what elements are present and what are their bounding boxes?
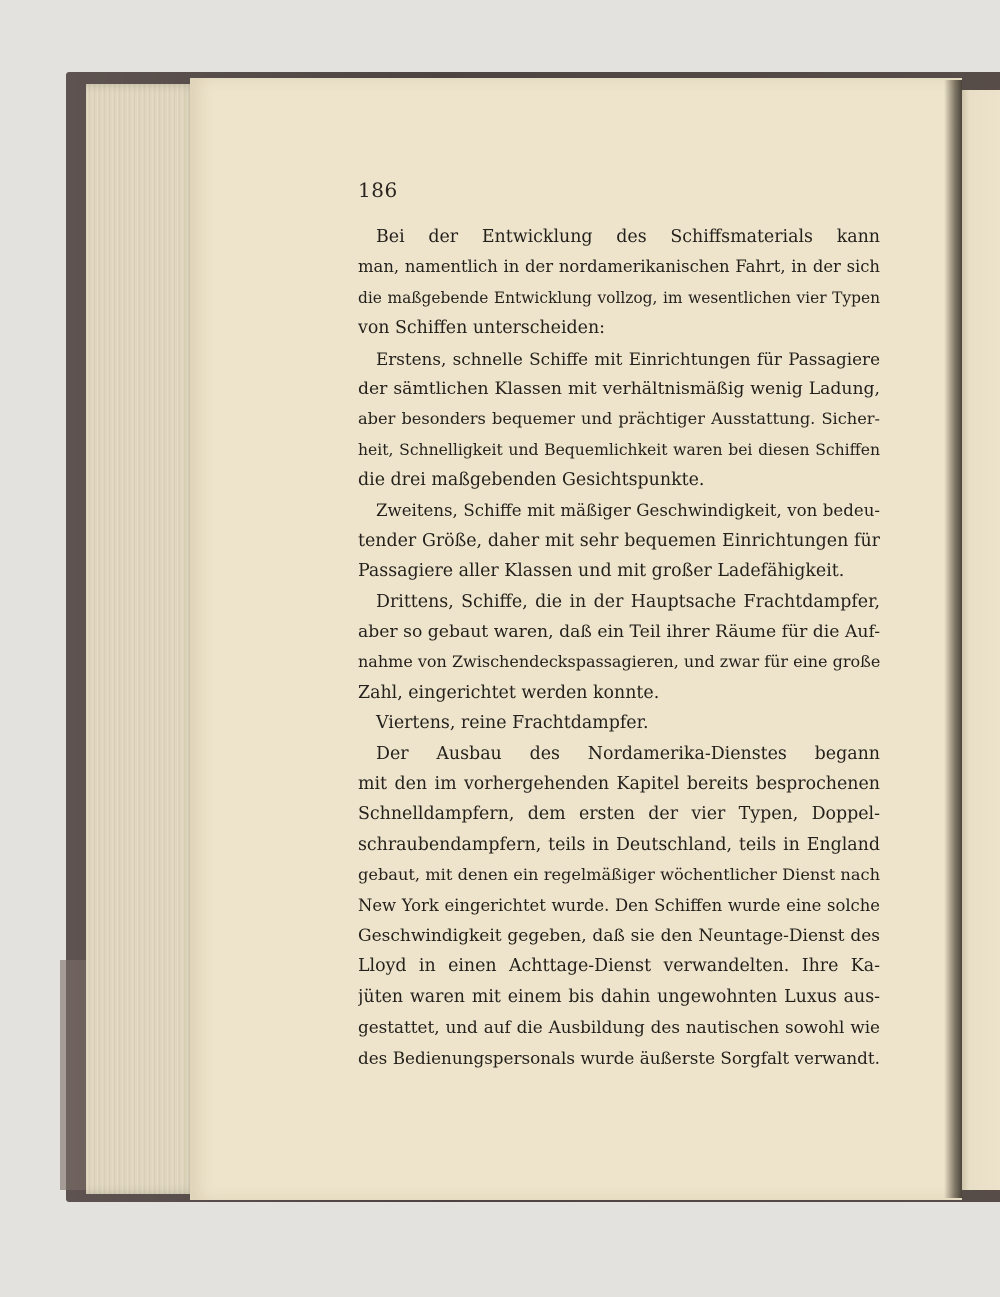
text-line: mit den im vorhergehenden Kapitel bereits besprochenen bbox=[358, 774, 880, 795]
text-line: Zweitens, Schiffe mit mäßiger Geschwindigkeit, von bedeu- bbox=[376, 500, 880, 520]
text-line: der sämtlichen Klassen mit verhältnismäßig wenig Ladung, bbox=[358, 378, 880, 399]
text-line: Viertens, reine Frachtdampfer. bbox=[376, 713, 649, 734]
text-line: Zahl, eingerichtet werden konnte. bbox=[358, 682, 660, 703]
text-line: Schnelldampfern, dem ersten der vier Typen, Doppel- bbox=[358, 804, 880, 825]
text-line: Drittens, Schiffe, die in der Hauptsache Frachtdampfer, bbox=[376, 591, 880, 612]
text-line: New York eingerichtet wurde. Den Schiffen wurde eine solche bbox=[358, 895, 880, 915]
text-line: Der Ausbau des Nordamerika-Dienstes begann bbox=[376, 743, 880, 764]
text-line: Lloyd in einen Achttage-Dienst verwandelten. Ihre Ka- bbox=[358, 956, 880, 977]
page-block-edge bbox=[86, 84, 198, 1194]
text-line: tender Größe, daher mit sehr bequemen Einrichtungen für bbox=[358, 530, 880, 551]
gutter-shadow bbox=[944, 80, 962, 1198]
text-line: gebaut, mit denen ein regelmäßiger wöchentlicher Dienst nach bbox=[358, 865, 880, 885]
body-text bbox=[358, 222, 880, 1073]
text-line: aber besonders bequemer und prächtiger Ausstattung. Sicher- bbox=[358, 409, 880, 429]
page-number: 186 bbox=[358, 178, 398, 202]
text-line: aber so gebaut waren, daß ein Teil ihrer Räume für die Auf- bbox=[358, 622, 880, 643]
text-line: Geschwindigkeit gegeben, daß sie den Neuntage-Dienst des bbox=[358, 925, 880, 946]
text-line: von Schiffen unterscheiden: bbox=[358, 318, 606, 339]
text-line: Erstens, schnelle Schiffe mit Einrichtungen für Passagiere bbox=[376, 348, 880, 369]
text-line: heit, Schnelligkeit und Bequemlichkeit waren bei diesen Schiffen bbox=[358, 440, 880, 459]
facing-page-edge bbox=[956, 90, 1000, 1190]
text-line: Bei der Entwicklung des Schiffsmaterials kann bbox=[376, 227, 880, 247]
text-line: nahme von Zwischendeckspassagieren, und zwar für eine große bbox=[358, 652, 880, 672]
text-line: jüten waren mit einem bis dahin ungewohnten Luxus aus- bbox=[358, 986, 880, 1007]
text-line: die drei maßgebenden Gesichtspunkte. bbox=[358, 470, 705, 491]
text-line: die maßgebende Entwicklung vollzog, im wesentlichen vier Typen bbox=[358, 288, 880, 307]
text-line: man, namentlich in der nordamerikanischen Fahrt, in der sich bbox=[358, 257, 880, 277]
text-line: schraubendampfern, teils in Deutschland, teils in England bbox=[358, 834, 880, 855]
text-line: gestattet, und auf die Ausbildung des nautischen sowohl wie bbox=[358, 1017, 880, 1038]
text-line: Passagiere aller Klassen und mit großer Ladefähigkeit. bbox=[358, 561, 845, 582]
text-line: des Bedienungspersonals wurde äußerste Sorgfalt verwandt. bbox=[358, 1047, 880, 1068]
